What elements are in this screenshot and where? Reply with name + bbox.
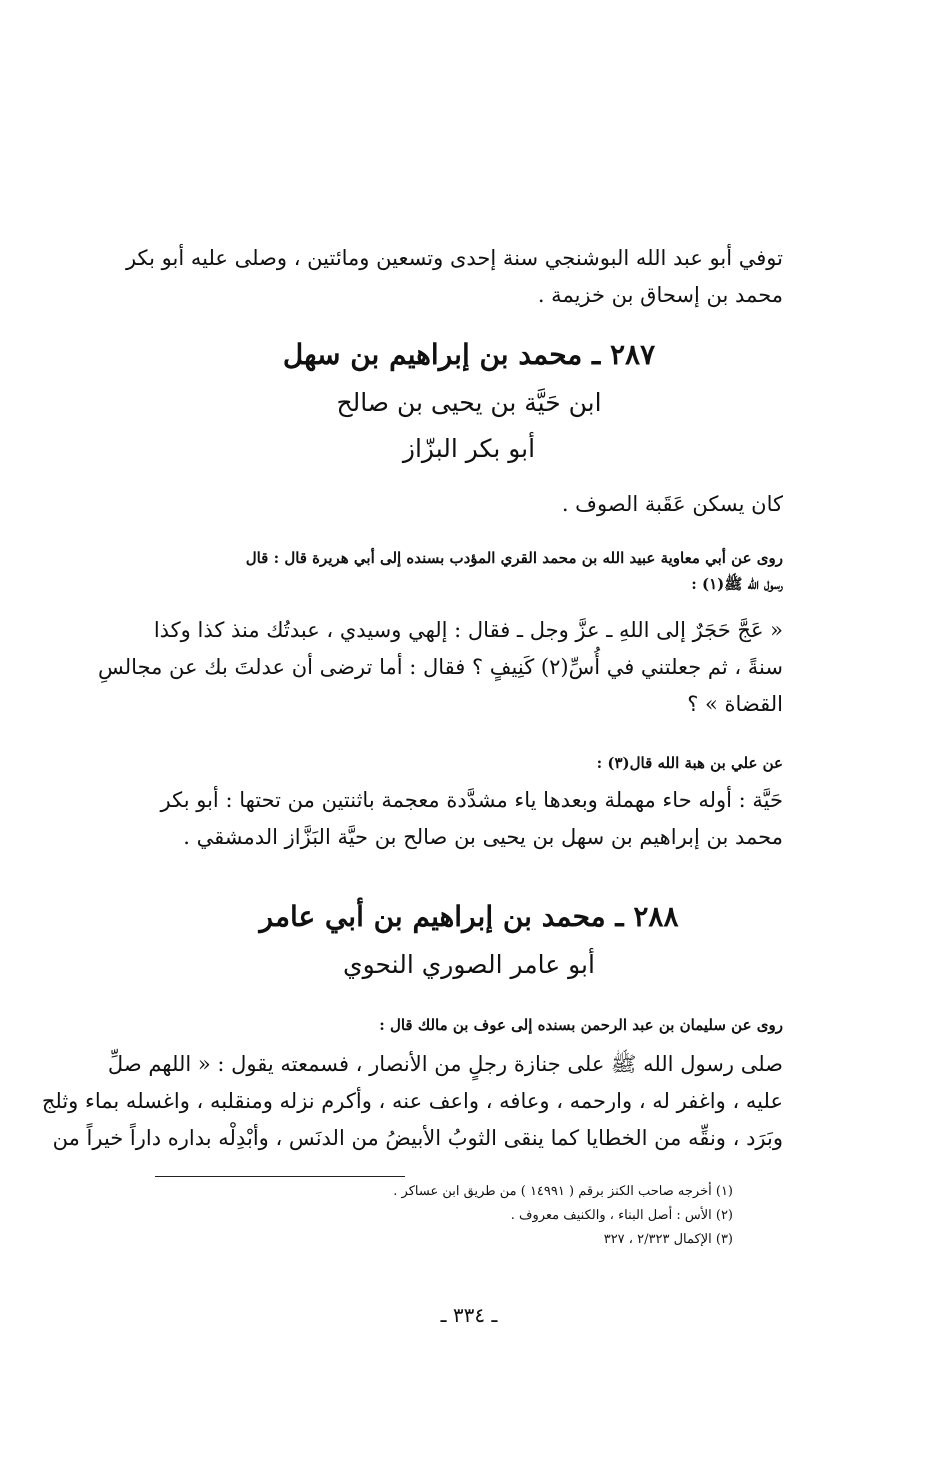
footnote: (٢) الأس : أصل البناء ، والكنيف معروف .: [510, 1208, 733, 1223]
page-number: ـ ٣٣٤ ـ: [440, 1303, 498, 1327]
entry-287-residence: [153, 486, 783, 523]
entry-288-hadith: [41, 1046, 783, 1157]
entry-288-subtitle: أبو عامر الصوري النحوي: [343, 950, 595, 979]
entry-287-narration: [153, 545, 783, 597]
intro-paragraph: [125, 240, 783, 314]
text-line: روى عن سليمان بن عبد الرحمن بسنده إلى عوف بن مالك قال :: [379, 1016, 783, 1034]
entry-287-subtitle: ابن حَيَّة بن يحيى بن صالح: [336, 388, 602, 417]
footnote: (١) أخرجه صاحب الكنز برقم ( ١٤٩٩١ ) من طريق ابن عساكر .: [393, 1184, 733, 1199]
text-line: رسول الله ﷺ(١) :: [691, 575, 783, 593]
text-line: توفي أبو عبد الله البوشنجي سنة إحدى وتسعين ومائتين ، وصلى عليه أبو بكر: [125, 246, 783, 270]
entry-287-title: ٢٨٧ ـ محمد بن إبراهيم بن سهل: [282, 338, 656, 371]
text-line: وبَرَد ، ونقِّه من الخطايا كما ينقى الثوبُ الأبيضُ من الدنَس ، وأبْدِلْه بداره داراً خيراً من: [52, 1126, 783, 1150]
text-line: عليه ، واغفر له ، وارحمه ، وعافه ، واعف عنه ، وأكرم نزله ومنقلبه ، واغسله بماء وثلج: [41, 1089, 783, 1113]
text-line: محمد بن إسحاق بن خزيمة .: [537, 283, 783, 307]
text-line: « عَجَّ حَجَرٌ إلى اللهِ ـ عزَّ وجل ـ فقال : إلهي وسيدي ، عبدتُك منذ كذا وكذا: [153, 618, 783, 642]
text-line: محمد بن إبراهيم بن سهل بن يحيى بن صالح بن حيَّة البَزَّاز الدمشقي .: [183, 825, 783, 849]
text-line: عن علي بن هبة الله قال(٣) :: [596, 754, 783, 772]
footnote: (٣) الإكمال ٢/٣٢٣ ، ٣٢٧: [603, 1232, 733, 1247]
entry-288-narration: [153, 1012, 783, 1038]
entry-288-title: ٢٨٨ ـ محمد بن إبراهيم بن أبي عامر: [259, 900, 679, 933]
footnote-divider: [155, 1176, 405, 1177]
text-line: سنةً ، ثم جعلتني في أُسِّ(٢) كَنِيفٍ ؟ فقال : أما ترضى أن عدلتَ بك عن مجالسِ: [98, 655, 783, 679]
entry-287-narration-2: [153, 750, 783, 776]
footnotes: [173, 1180, 733, 1252]
text-line: القضاة » ؟: [687, 692, 783, 716]
text-line: حَيَّة : أوله حاء مهملة وبعدها ياء مشدَّدة معجمة باثنتين من تحتها : أبو بكر: [160, 788, 783, 812]
entry-287-kunya: أبو بكر البزّاز: [402, 434, 536, 463]
text-line: صلى رسول الله ﷺ على جنازة رجلٍ من الأنصار ، فسمعته يقول : « اللهم صلِّ: [107, 1052, 783, 1076]
entry-287-name-note: [153, 782, 783, 856]
text-line: روى عن أبي معاوية عبيد الله بن محمد القري المؤدب بسنده إلى أبي هريرة قال : قال: [245, 549, 783, 567]
entry-287-hadith: [98, 612, 783, 723]
text-line: كان يسكن عَقَبة الصوف .: [561, 492, 783, 516]
